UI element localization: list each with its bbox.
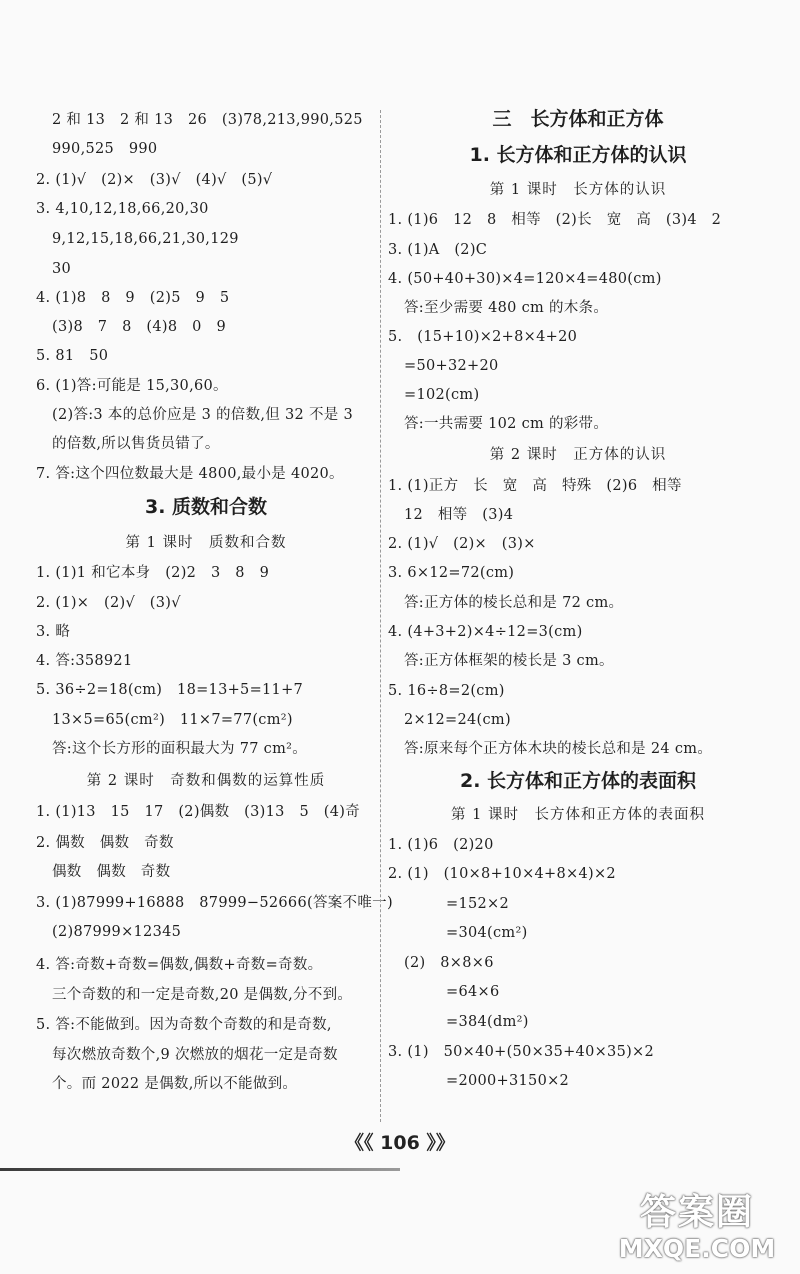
answer-line: 9,12,15,18,66,21,30,129 [52,231,239,247]
answer-line: 1. (1)6 (2)20 [388,837,494,853]
answer-line: =384(dm²) [446,1014,529,1030]
answer-line: 1. (1)正方 长 宽 高 特殊 (2)6 相等 [388,478,682,494]
answer-line: 2 和 13 2 和 13 26 (3)78,213,990,525 [52,112,363,128]
answer-line: (2) 8×8×6 [404,955,494,971]
answer-line: 12 相等 (3)4 [404,507,514,523]
answer-line: 6. (1)答:可能是 15,30,60。 [36,378,228,394]
answer-line: 4. (1)8 8 9 (2)5 9 5 [36,290,230,306]
page-number: 《《 106 》》 [345,1132,455,1154]
answer-line: =2000+3150×2 [446,1073,570,1089]
lesson-title: 第 1 课时 质数和合数 [125,535,287,551]
answer-line: 偶数 偶数 奇数 [52,864,171,880]
section-title: 3. 质数和合数 [144,496,268,518]
answer-line: =64×6 [446,984,500,1000]
answer-line: 1. (1)1 和它本身 (2)2 3 8 9 [36,565,270,581]
section-title: 2. 长方体和正方体的表面积 [459,770,697,792]
answer-line: 3. (1)A (2)C [388,242,488,258]
section-title: 1. 长方体和正方体的认识 [469,144,687,166]
answer-line: 30 [52,261,72,277]
watermark-url: MXQE.COM [618,1234,776,1263]
answer-line: 4. 答:奇数+奇数=偶数,偶数+奇数=奇数。 [36,957,323,973]
answer-line: 3. 略 [36,624,71,640]
answer-line: 2. (1)√ (2)× (3)× [388,536,536,552]
answer-line: 7. 答:这个四位数最大是 4800,最小是 4020。 [36,466,344,482]
answer-line: 答:正方体的棱长总和是 72 cm。 [404,595,624,611]
answer-line: 三个奇数的和一定是奇数,20 是偶数,分不到。 [52,987,353,1003]
answer-line: 答:原来每个正方体木块的棱长总和是 24 cm。 [404,741,713,757]
answer-line: 5. 81 50 [36,348,109,364]
chapter-title: 三 长方体和正方体 [492,108,664,130]
answer-line: 个。而 2022 是偶数,所以不能做到。 [52,1076,298,1092]
answer-line: 5. (15+10)×2+8×4+20 [388,329,578,345]
answer-line: 5. 36÷2=18(cm) 18=13+5=11+7 [36,682,304,698]
answer-line: 3. (1) 50×40+(50×35+40×35)×2 [388,1044,655,1060]
lesson-title: 第 1 课时 长方体和正方体的表面积 [451,807,705,823]
answer-line: 3. 4,10,12,18,66,20,30 [36,201,209,217]
answer-line: 答:一共需要 102 cm 的彩带。 [404,416,609,432]
answer-line: 2×12=24(cm) [404,712,511,728]
answer-line: 4. (50+40+30)×4=120×4=480(cm) [388,271,662,287]
answer-line: 4. 答:358921 [36,653,133,669]
column-divider [380,110,381,1122]
answer-line: 4. (4+3+2)×4÷12=3(cm) [388,624,583,640]
answer-line: 2. 偶数 偶数 奇数 [36,835,174,851]
answer-line: (2)答:3 本的总价应是 3 的倍数,但 32 不是 3 [52,407,354,423]
answer-line: 3. (1)87999+16888 87999−52666(答案不唯一) [36,895,393,911]
answer-line: =304(cm²) [446,925,528,941]
answer-line: 的倍数,所以售货员错了。 [52,436,220,452]
answer-line: 5. 16÷8=2(cm) [388,683,505,699]
answer-line: =102(cm) [404,387,480,403]
answer-line: (3)8 7 8 (4)8 0 9 [52,319,227,335]
answer-line: 每次燃放奇数个,9 次燃放的烟花一定是奇数 [52,1047,338,1063]
watermark-logo-text: 答案圈 [639,1192,754,1233]
answer-line: (2)87999×12345 [52,924,182,940]
answer-line: 3. 6×12=72(cm) [388,565,515,581]
answer-line: =152×2 [446,896,510,912]
bottom-rule [0,1168,400,1171]
watermark-logo [612,1182,782,1268]
answer-line: 990,525 990 [52,141,158,157]
answer-line: 2. (1) (10×8+10×4+8×4)×2 [388,866,616,882]
lesson-title: 第 2 课时 奇数和偶数的运算性质 [86,773,326,789]
answer-line: 2. (1)× (2)√ (3)√ [36,595,181,611]
answer-line: 答:这个长方形的面积最大为 77 cm²。 [52,741,308,757]
answer-line: 2. (1)√ (2)× (3)√ (4)√ (5)√ [36,172,273,188]
answer-line: 答:正方体框架的棱长是 3 cm。 [404,653,614,669]
answer-line: 13×5=65(cm²) 11×7=77(cm²) [52,712,293,728]
answer-line: =50+32+20 [404,358,499,374]
answer-line: 1. (1)13 15 17 (2)偶数 (3)13 5 (4)奇 [36,804,361,820]
answer-line: 答:至少需要 480 cm 的木条。 [404,300,609,316]
lesson-title: 第 2 课时 正方体的认识 [489,447,667,463]
answer-line: 5. 答:不能做到。因为奇数个奇数的和是奇数, [36,1017,332,1033]
answer-line: 1. (1)6 12 8 相等 (2)长 宽 高 (3)4 2 [388,212,722,228]
lesson-title: 第 1 课时 长方体的认识 [489,182,667,198]
